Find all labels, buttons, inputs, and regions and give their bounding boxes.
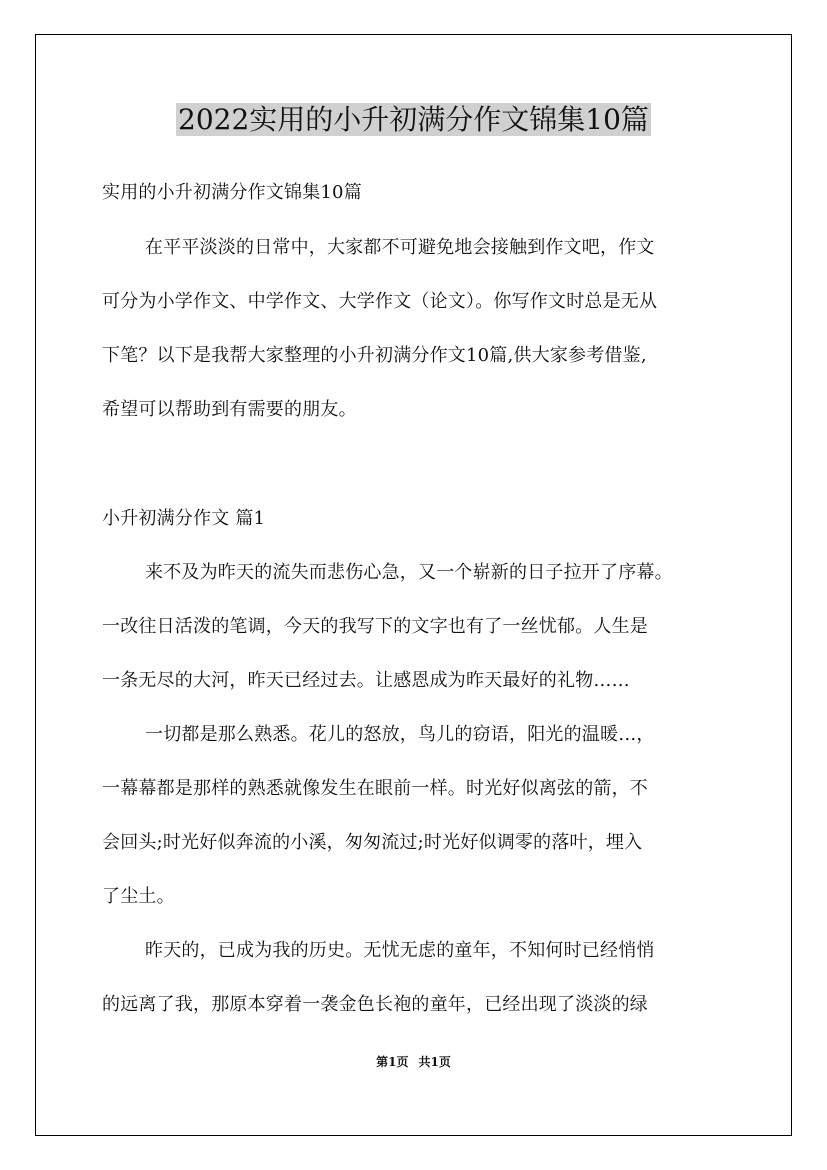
body-line-5: 一幕幕都是那样的熟悉就像发生在眼前一样。时光好似离弦的箭，不 — [102, 778, 648, 799]
body-line-9: 的远离了我，那原本穿着一袭金色长袍的童年，已经出现了淡淡的绿 — [102, 994, 648, 1015]
document-title — [0, 100, 827, 140]
body-line-7: 了尘土。 — [102, 886, 175, 907]
document-title-text: 2022实用的小升初满分作文锦集10篇 — [178, 103, 649, 136]
page-footer — [0, 1054, 827, 1070]
body-line-4: 一切都是那么熟悉。花儿的怒放，鸟儿的窃语，阳光的温暖…， — [145, 724, 655, 745]
body-line-2: 一改往日活泼的笔调，今天的我写下的文字也有了一丝忧郁。人生是 — [102, 616, 648, 637]
intro-line-3: 下笔？以下是我帮大家整理的小升初满分作文10篇,供大家参考借鉴, — [102, 345, 647, 366]
body-line-1: 来不及为昨天的流失而悲伤心急，又一个崭新的日子拉开了序幕。 — [145, 562, 673, 583]
body-line-8: 昨天的，已成为我的历史。无忧无虑的童年，不知何时已经悄悄 — [145, 940, 655, 961]
page-total: 共1页 — [418, 1055, 451, 1069]
body-line-6: 会回头;时光好似奔流的小溪，匆匆流过;时光好似调零的落叶，埋入 — [102, 832, 643, 853]
intro-line-2: 可分为小学作文、中学作文、大学作文（论文）。你写作文时总是无从 — [102, 291, 658, 312]
intro-line-4: 希望可以帮助到有需要的朋友。 — [102, 399, 357, 420]
section-heading: 小升初满分作文 篇1 — [102, 508, 266, 529]
body-line-3: 一条无尽的大河，昨天已经过去。让感恩成为昨天最好的礼物…… — [102, 670, 630, 691]
intro-line-1: 在平平淡淡的日常中，大家都不可避免地会接触到作文吧，作文 — [145, 237, 655, 258]
document-subtitle: 实用的小升初满分作文锦集10篇 — [102, 182, 362, 203]
page-number: 第1页 — [376, 1055, 409, 1069]
